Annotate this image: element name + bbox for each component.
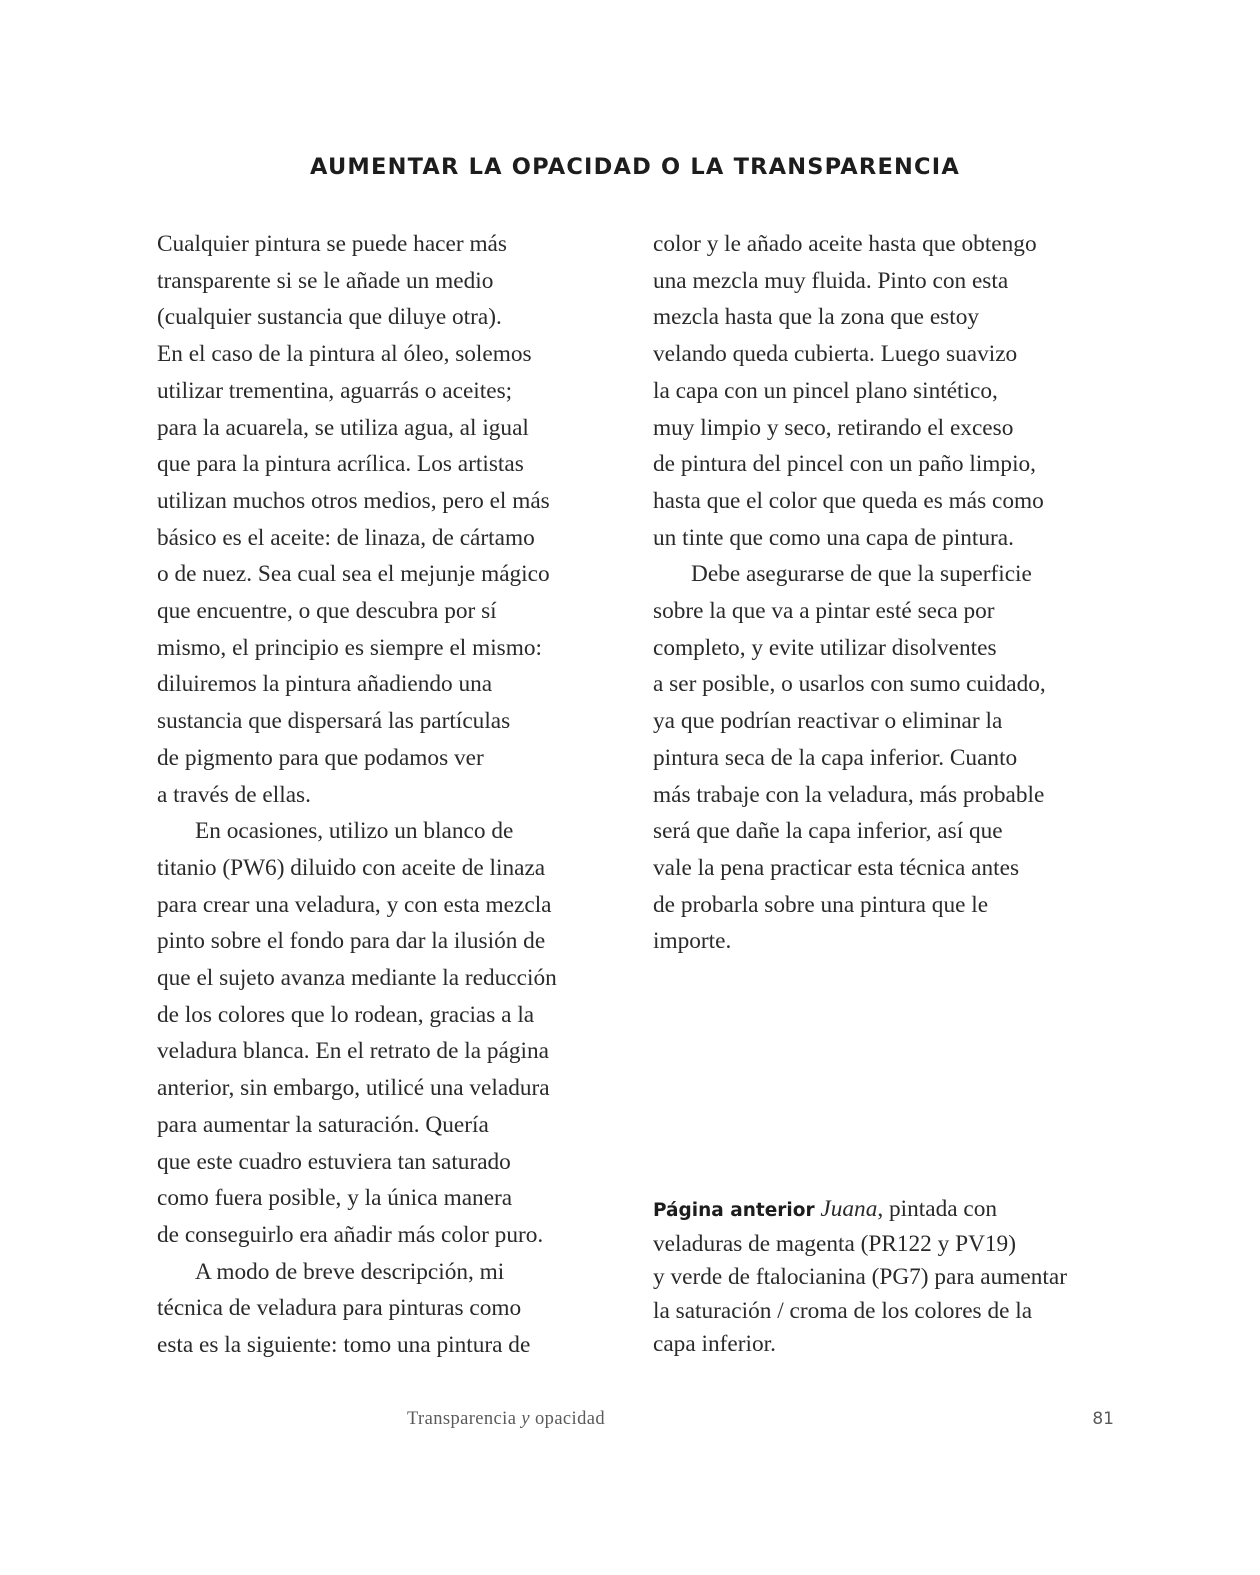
text-line: para crear una veladura, y con esta mezcla <box>157 891 552 918</box>
text-line: mezcla hasta que la zona que estoy <box>653 304 980 331</box>
paragraph <box>157 813 627 1253</box>
text-line: de conseguirlo era añadir más color puro. <box>157 1221 544 1248</box>
caption-line: veladuras de magenta (PR122 y PV19) <box>653 1230 1016 1257</box>
text-line: veladura blanca. En el retrato de la página <box>157 1038 549 1065</box>
text-line: como fuera posible, y la única manera <box>157 1185 513 1212</box>
text-line: una mezcla muy fluida. Pinto con esta <box>653 267 1009 294</box>
text-line: la capa con un pincel plano sintético, <box>653 377 998 404</box>
text-line: completo, y evite utilizar disolventes <box>653 634 997 661</box>
caption-line: capa inferior. <box>653 1331 776 1357</box>
text-line: que este cuadro estuviera tan saturado <box>157 1148 511 1175</box>
text-line: utilizan muchos otros medios, pero el más <box>157 487 550 514</box>
right-text-column <box>653 226 1123 960</box>
paragraph <box>653 556 1123 960</box>
text-line: diluiremos la pintura añadiendo una <box>157 671 493 698</box>
text-line: color y le añado aceite hasta que obtengo <box>653 231 1037 257</box>
text-line: técnica de veladura para pinturas como <box>157 1295 522 1322</box>
text-line: más trabaje con la veladura, más probable <box>653 781 1045 808</box>
text-line: de probarla sobre una pintura que le <box>653 891 989 918</box>
text-line: A modo de breve descripción, mi <box>195 1258 505 1285</box>
text-line: En ocasiones, utilizo un blanco de <box>195 818 514 845</box>
footer-section-part2: opacidad <box>535 1409 605 1429</box>
text-line: pinto sobre el fondo para dar la ilusión de <box>157 928 546 955</box>
text-line: transparente si se le añade un medio <box>157 267 494 294</box>
text-line: muy limpio y seco, retirando el exceso <box>653 414 1014 441</box>
text-line: que el sujeto avanza mediante la reducción <box>157 965 557 992</box>
caption-line: la saturación / croma de los colores de la <box>653 1297 1033 1324</box>
text-line: de los colores que lo rodean, gracias a la <box>157 1001 535 1028</box>
text-line: titanio (PW6) diluido con aceite de linaza <box>157 854 546 881</box>
caption-first-line <box>653 1193 1123 1228</box>
page-number: 81 <box>1092 1409 1114 1429</box>
text-line: importe. <box>653 928 732 955</box>
text-line: utilizar trementina, aguarrás o aceites; <box>157 377 513 404</box>
text-line: de pigmento para que podamos ver <box>157 744 484 771</box>
text-line: que encuentre, o que descubra por sí <box>157 598 497 625</box>
caption-label: Página anterior <box>653 1200 815 1221</box>
text-line: (cualquier sustancia que diluye otra). <box>157 304 502 331</box>
text-line: Cualquier pintura se puede hacer más <box>157 231 507 257</box>
text-line: será que dañe la capa inferior, así que <box>653 818 1003 845</box>
text-line: velando queda cubierta. Luego suavizo <box>653 341 1018 368</box>
text-line: Debe asegurarse de que la superficie <box>691 561 1032 588</box>
text-line: pintura seca de la capa inferior. Cuanto <box>653 744 1018 771</box>
running-footer <box>407 1409 605 1430</box>
paragraph <box>653 226 1123 556</box>
caption-line: y verde de ftalocianina (PG7) para aumentar <box>653 1264 1067 1290</box>
text-line: a ser posible, o usarlos con sumo cuidado, <box>653 671 1046 698</box>
text-line: sustancia que dispersará las partículas <box>157 708 511 735</box>
section-heading: AUMENTAR LA OPACIDAD O LA TRANSPARENCIA <box>310 154 960 180</box>
text-line: ya que podrían reactivar o eliminar la <box>653 708 1003 735</box>
text-line: o de nuez. Sea cual sea el mejunje mágico <box>157 561 550 588</box>
left-text-column <box>157 226 627 1364</box>
text-line: básico es el aceite: de linaza, de cártamo <box>157 524 535 551</box>
paragraph <box>157 226 627 813</box>
paragraph <box>157 1254 627 1364</box>
text-line: de pintura del pincel con un paño limpio, <box>653 451 1037 478</box>
text-line: para la acuarela, se utiliza agua, al igual <box>157 414 529 441</box>
caption-artwork-title: Juana <box>820 1196 878 1222</box>
text-line: hasta que el color que queda es más como <box>653 487 1044 514</box>
text-line: sobre la que va a pintar esté seca por <box>653 598 995 625</box>
footer-section-connector: y <box>521 1409 530 1429</box>
image-caption <box>653 1193 1123 1362</box>
text-line: anterior, sin embargo, utilicé una veladura <box>157 1075 550 1102</box>
footer-section-part1: Transparencia <box>407 1409 517 1429</box>
caption-first-line-rest: , pintada con <box>877 1196 998 1222</box>
text-line: mismo, el principio es siempre el mismo: <box>157 634 542 661</box>
text-line: En el caso de la pintura al óleo, solemos <box>157 341 532 368</box>
text-line: vale la pena practicar esta técnica antes <box>653 854 1020 881</box>
text-line: que para la pintura acrílica. Los artistas <box>157 451 524 478</box>
text-line: a través de ellas. <box>157 781 311 808</box>
text-line: esta es la siguiente: tomo una pintura de <box>157 1332 531 1359</box>
text-line: para aumentar la saturación. Quería <box>157 1111 489 1138</box>
text-line: un tinte que como una capa de pintura. <box>653 524 1014 551</box>
